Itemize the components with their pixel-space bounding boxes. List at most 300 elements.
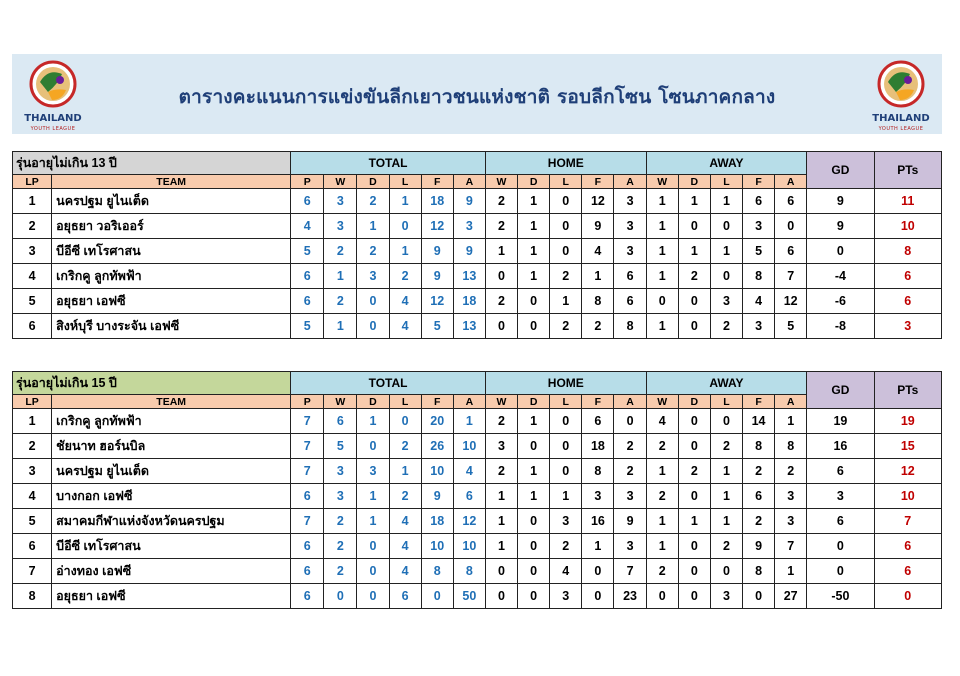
team-name: สมาคมกีฬาแห่งจังหวัดนครปฐม <box>52 509 291 534</box>
af-cell: 3 <box>743 214 775 239</box>
hf-cell: 2 <box>582 314 614 339</box>
hd-cell: 0 <box>518 534 550 559</box>
lp-cell: 6 <box>13 534 52 559</box>
home-a-header: A <box>614 395 646 409</box>
hl-cell: 3 <box>550 509 582 534</box>
hf-cell: 12 <box>582 189 614 214</box>
tp-cell: 4 <box>291 214 324 239</box>
pts-cell: 19 <box>874 409 941 434</box>
table-row <box>13 509 942 534</box>
team-column-header: TEAM <box>52 395 291 409</box>
ta-cell: 13 <box>453 314 485 339</box>
af-cell: 2 <box>743 509 775 534</box>
table-row <box>13 584 942 609</box>
td-cell: 3 <box>357 264 389 289</box>
table-row <box>13 484 942 509</box>
td-cell: 3 <box>357 459 389 484</box>
home-l-header: L <box>550 175 582 189</box>
hf-cell: 18 <box>582 434 614 459</box>
gd-cell: 9 <box>807 214 874 239</box>
ha-cell: 23 <box>614 584 646 609</box>
hw-cell: 2 <box>485 214 517 239</box>
hd-cell: 0 <box>518 434 550 459</box>
gd-cell: 0 <box>807 534 874 559</box>
hw-cell: 1 <box>485 534 517 559</box>
tp-cell: 6 <box>291 484 324 509</box>
ad-cell: 0 <box>678 584 710 609</box>
tp-cell: 6 <box>291 289 324 314</box>
ha-cell: 6 <box>614 264 646 289</box>
al-cell: 1 <box>710 189 742 214</box>
away-l-header: L <box>710 175 742 189</box>
hf-cell: 6 <box>582 409 614 434</box>
hw-cell: 2 <box>485 409 517 434</box>
td-cell: 0 <box>357 314 389 339</box>
aa-cell: 6 <box>775 239 807 264</box>
tl-cell: 4 <box>389 509 421 534</box>
td-cell: 1 <box>357 484 389 509</box>
ad-cell: 0 <box>678 559 710 584</box>
aw-cell: 2 <box>646 559 678 584</box>
aw-cell: 1 <box>646 534 678 559</box>
tl-cell: 1 <box>389 189 421 214</box>
lp-cell: 3 <box>13 459 52 484</box>
table-row <box>13 214 942 239</box>
hd-cell: 0 <box>518 509 550 534</box>
hf-cell: 9 <box>582 214 614 239</box>
tw-cell: 3 <box>324 459 357 484</box>
tl-cell: 6 <box>389 584 421 609</box>
tf-cell: 0 <box>421 584 453 609</box>
tp-cell: 7 <box>291 459 324 484</box>
tf-cell: 9 <box>421 484 453 509</box>
aa-cell: 27 <box>775 584 807 609</box>
away-header: AWAY <box>646 152 807 175</box>
hf-cell: 8 <box>582 459 614 484</box>
pts-cell: 6 <box>874 264 941 289</box>
hl-cell: 1 <box>550 289 582 314</box>
tw-cell: 3 <box>324 214 357 239</box>
tp-cell: 5 <box>291 314 324 339</box>
af-cell: 6 <box>743 484 775 509</box>
hd-cell: 1 <box>518 484 550 509</box>
tf-cell: 9 <box>421 239 453 264</box>
standings-table-u15 <box>12 371 942 609</box>
ad-cell: 0 <box>678 534 710 559</box>
al-cell: 3 <box>710 584 742 609</box>
aa-cell: 5 <box>775 314 807 339</box>
gd-cell: -8 <box>807 314 874 339</box>
ha-cell: 3 <box>614 534 646 559</box>
aw-cell: 1 <box>646 214 678 239</box>
ta-cell: 4 <box>453 459 485 484</box>
hl-cell: 2 <box>550 314 582 339</box>
total-a-header: A <box>453 175 485 189</box>
af-cell: 8 <box>743 434 775 459</box>
tp-cell: 6 <box>291 534 324 559</box>
ha-cell: 3 <box>614 189 646 214</box>
tp-cell: 7 <box>291 509 324 534</box>
pts-cell: 7 <box>874 509 941 534</box>
hf-cell: 1 <box>582 264 614 289</box>
tl-cell: 4 <box>389 314 421 339</box>
total-l-header: L <box>389 395 421 409</box>
ad-cell: 0 <box>678 289 710 314</box>
table-row <box>13 239 942 264</box>
thailand-youth-league-logo <box>866 58 936 130</box>
aa-cell: 6 <box>775 189 807 214</box>
af-cell: 6 <box>743 189 775 214</box>
aa-cell: 12 <box>775 289 807 314</box>
al-cell: 0 <box>710 214 742 239</box>
team-name: บีอีซี เทโรศาสน <box>52 534 291 559</box>
tw-cell: 1 <box>324 264 357 289</box>
hl-cell: 0 <box>550 409 582 434</box>
ad-cell: 1 <box>678 189 710 214</box>
gd-cell: 6 <box>807 459 874 484</box>
af-cell: 5 <box>743 239 775 264</box>
home-d-header: D <box>518 175 550 189</box>
away-w-header: W <box>646 395 678 409</box>
hl-cell: 1 <box>550 484 582 509</box>
tl-cell: 1 <box>389 239 421 264</box>
table-row <box>13 534 942 559</box>
tw-cell: 2 <box>324 559 357 584</box>
af-cell: 4 <box>743 289 775 314</box>
team-name: ชัยนาท ฮอร์นบิล <box>52 434 291 459</box>
hf-cell: 8 <box>582 289 614 314</box>
home-a-header: A <box>614 175 646 189</box>
lp-cell: 8 <box>13 584 52 609</box>
away-a-header: A <box>775 395 807 409</box>
al-cell: 0 <box>710 559 742 584</box>
tw-cell: 1 <box>324 314 357 339</box>
away-f-header: F <box>743 395 775 409</box>
home-f-header: F <box>582 395 614 409</box>
tp-cell: 6 <box>291 264 324 289</box>
team-name: นครปฐม ยูไนเต็ด <box>52 189 291 214</box>
pts-cell: 12 <box>874 459 941 484</box>
tf-cell: 10 <box>421 459 453 484</box>
ha-cell: 3 <box>614 239 646 264</box>
hw-cell: 0 <box>485 314 517 339</box>
hl-cell: 0 <box>550 434 582 459</box>
standings-table-u13 <box>12 151 942 339</box>
td-cell: 2 <box>357 239 389 264</box>
aw-cell: 1 <box>646 264 678 289</box>
aa-cell: 0 <box>775 214 807 239</box>
aw-cell: 2 <box>646 484 678 509</box>
ad-cell: 2 <box>678 459 710 484</box>
pts-cell: 0 <box>874 584 941 609</box>
aa-cell: 8 <box>775 434 807 459</box>
gd-header: GD <box>807 152 874 189</box>
lp-cell: 4 <box>13 484 52 509</box>
hd-cell: 0 <box>518 584 550 609</box>
ha-cell: 2 <box>614 459 646 484</box>
tl-cell: 2 <box>389 434 421 459</box>
hd-cell: 0 <box>518 289 550 314</box>
table-row <box>13 289 942 314</box>
hw-cell: 0 <box>485 559 517 584</box>
hd-cell: 0 <box>518 559 550 584</box>
ta-cell: 9 <box>453 189 485 214</box>
away-w-header: W <box>646 175 678 189</box>
aw-cell: 1 <box>646 509 678 534</box>
total-w-header: W <box>324 395 357 409</box>
gd-cell: -50 <box>807 584 874 609</box>
table-row <box>13 459 942 484</box>
aa-cell: 1 <box>775 409 807 434</box>
pts-cell: 8 <box>874 239 941 264</box>
table-row <box>13 264 942 289</box>
hw-cell: 2 <box>485 289 517 314</box>
pts-cell: 6 <box>874 289 941 314</box>
aa-cell: 1 <box>775 559 807 584</box>
hl-cell: 0 <box>550 189 582 214</box>
lp-cell: 2 <box>13 214 52 239</box>
away-d-header: D <box>678 175 710 189</box>
pts-cell: 6 <box>874 534 941 559</box>
team-name: อยุธยา เอฟซี <box>52 584 291 609</box>
hw-cell: 1 <box>485 484 517 509</box>
af-cell: 14 <box>743 409 775 434</box>
ha-cell: 2 <box>614 434 646 459</box>
lp-cell: 1 <box>13 409 52 434</box>
table-row <box>13 434 942 459</box>
ha-cell: 0 <box>614 409 646 434</box>
tw-cell: 2 <box>324 534 357 559</box>
gd-cell: 0 <box>807 239 874 264</box>
total-a-header: A <box>453 395 485 409</box>
al-cell: 2 <box>710 434 742 459</box>
hw-cell: 1 <box>485 509 517 534</box>
table-row <box>13 314 942 339</box>
pts-header: PTs <box>874 152 941 189</box>
away-a-header: A <box>775 175 807 189</box>
af-cell: 2 <box>743 459 775 484</box>
hf-cell: 4 <box>582 239 614 264</box>
ta-cell: 10 <box>453 434 485 459</box>
af-cell: 0 <box>743 584 775 609</box>
tl-cell: 4 <box>389 289 421 314</box>
hl-cell: 2 <box>550 264 582 289</box>
brand-subtext: YOUTH LEAGUE <box>878 126 924 132</box>
hl-cell: 3 <box>550 584 582 609</box>
ta-cell: 50 <box>453 584 485 609</box>
lp-cell: 5 <box>13 509 52 534</box>
hd-cell: 1 <box>518 409 550 434</box>
ad-cell: 1 <box>678 509 710 534</box>
home-f-header: F <box>582 175 614 189</box>
tl-cell: 2 <box>389 264 421 289</box>
team-name: สิงห์บุรี บางระจัน เอฟซี <box>52 314 291 339</box>
tl-cell: 4 <box>389 534 421 559</box>
tl-cell: 0 <box>389 409 421 434</box>
tp-cell: 6 <box>291 559 324 584</box>
tl-cell: 2 <box>389 484 421 509</box>
aw-cell: 0 <box>646 289 678 314</box>
tw-cell: 5 <box>324 434 357 459</box>
team-column-header: TEAM <box>52 175 291 189</box>
team-name: บีอีซี เทโรศาสน <box>52 239 291 264</box>
ad-cell: 0 <box>678 484 710 509</box>
al-cell: 1 <box>710 484 742 509</box>
aw-cell: 4 <box>646 409 678 434</box>
hw-cell: 3 <box>485 434 517 459</box>
hf-cell: 3 <box>582 484 614 509</box>
hf-cell: 16 <box>582 509 614 534</box>
league-emblem-icon <box>866 58 936 110</box>
tl-cell: 1 <box>389 459 421 484</box>
tw-cell: 2 <box>324 289 357 314</box>
tw-cell: 0 <box>324 584 357 609</box>
lp-cell: 1 <box>13 189 52 214</box>
tp-cell: 6 <box>291 189 324 214</box>
lp-cell: 3 <box>13 239 52 264</box>
ad-cell: 1 <box>678 239 710 264</box>
hw-cell: 2 <box>485 189 517 214</box>
ha-cell: 6 <box>614 289 646 314</box>
home-w-header: W <box>485 395 517 409</box>
lp-cell: 2 <box>13 434 52 459</box>
hl-cell: 2 <box>550 534 582 559</box>
aw-cell: 1 <box>646 189 678 214</box>
al-cell: 2 <box>710 314 742 339</box>
total-f-header: F <box>421 395 453 409</box>
hw-cell: 0 <box>485 584 517 609</box>
page-header <box>12 54 942 134</box>
ta-cell: 9 <box>453 239 485 264</box>
tl-cell: 4 <box>389 559 421 584</box>
ha-cell: 7 <box>614 559 646 584</box>
tf-cell: 18 <box>421 189 453 214</box>
tf-cell: 18 <box>421 509 453 534</box>
tl-cell: 0 <box>389 214 421 239</box>
pts-cell: 3 <box>874 314 941 339</box>
ta-cell: 8 <box>453 559 485 584</box>
gd-cell: 16 <box>807 434 874 459</box>
team-name: นครปฐม ยูไนเต็ด <box>52 459 291 484</box>
hw-cell: 0 <box>485 264 517 289</box>
brand-text: THAILAND <box>872 113 930 124</box>
lp-cell: 5 <box>13 289 52 314</box>
al-cell: 0 <box>710 409 742 434</box>
total-w-header: W <box>324 175 357 189</box>
hw-cell: 1 <box>485 239 517 264</box>
ta-cell: 1 <box>453 409 485 434</box>
brand-subtext: YOUTH LEAGUE <box>30 126 76 132</box>
aa-cell: 7 <box>775 534 807 559</box>
aa-cell: 3 <box>775 509 807 534</box>
tf-cell: 12 <box>421 214 453 239</box>
al-cell: 3 <box>710 289 742 314</box>
al-cell: 1 <box>710 459 742 484</box>
tw-cell: 2 <box>324 509 357 534</box>
al-cell: 2 <box>710 534 742 559</box>
td-cell: 1 <box>357 214 389 239</box>
away-f-header: F <box>743 175 775 189</box>
ta-cell: 10 <box>453 534 485 559</box>
ad-cell: 2 <box>678 264 710 289</box>
af-cell: 3 <box>743 314 775 339</box>
af-cell: 8 <box>743 559 775 584</box>
team-name: เกริกคู ลูกทัพฟ้า <box>52 409 291 434</box>
hl-cell: 0 <box>550 459 582 484</box>
hd-cell: 1 <box>518 239 550 264</box>
tp-cell: 7 <box>291 434 324 459</box>
ha-cell: 9 <box>614 509 646 534</box>
ad-cell: 0 <box>678 409 710 434</box>
al-cell: 0 <box>710 264 742 289</box>
page-title: ตารางคะแนนการแข่งขันลีกเยาวชนแห่งชาติ รอบลีกโซน โซนภาคกลาง <box>178 86 776 108</box>
tp-cell: 7 <box>291 409 324 434</box>
total-f-header: F <box>421 175 453 189</box>
td-cell: 0 <box>357 559 389 584</box>
tf-cell: 20 <box>421 409 453 434</box>
table-row <box>13 409 942 434</box>
ha-cell: 3 <box>614 484 646 509</box>
home-header: HOME <box>485 372 646 395</box>
gd-cell: 19 <box>807 409 874 434</box>
total-l-header: L <box>389 175 421 189</box>
ha-cell: 8 <box>614 314 646 339</box>
hd-cell: 0 <box>518 314 550 339</box>
ta-cell: 12 <box>453 509 485 534</box>
hd-cell: 1 <box>518 264 550 289</box>
tf-cell: 5 <box>421 314 453 339</box>
lp-column-header: LP <box>13 395 52 409</box>
tp-cell: 6 <box>291 584 324 609</box>
home-w-header: W <box>485 175 517 189</box>
gd-cell: -4 <box>807 264 874 289</box>
home-l-header: L <box>550 395 582 409</box>
tp-cell: 5 <box>291 239 324 264</box>
hd-cell: 1 <box>518 459 550 484</box>
td-cell: 0 <box>357 434 389 459</box>
gd-cell: -6 <box>807 289 874 314</box>
hf-cell: 0 <box>582 584 614 609</box>
table-row <box>13 189 942 214</box>
tw-cell: 6 <box>324 409 357 434</box>
td-cell: 2 <box>357 189 389 214</box>
hf-cell: 0 <box>582 559 614 584</box>
lp-column-header: LP <box>13 175 52 189</box>
hd-cell: 1 <box>518 189 550 214</box>
team-name: อยุธยา เอฟซี <box>52 289 291 314</box>
ad-cell: 0 <box>678 434 710 459</box>
td-cell: 1 <box>357 409 389 434</box>
away-l-header: L <box>710 395 742 409</box>
lp-cell: 6 <box>13 314 52 339</box>
ta-cell: 3 <box>453 214 485 239</box>
aa-cell: 7 <box>775 264 807 289</box>
tf-cell: 10 <box>421 534 453 559</box>
ta-cell: 13 <box>453 264 485 289</box>
hl-cell: 0 <box>550 239 582 264</box>
td-cell: 1 <box>357 509 389 534</box>
lp-cell: 7 <box>13 559 52 584</box>
aw-cell: 2 <box>646 434 678 459</box>
home-header: HOME <box>485 152 646 175</box>
age-group-title: รุ่นอายุไม่เกิน 13 ปี <box>13 152 291 175</box>
team-name: อยุธยา วอริเออร์ <box>52 214 291 239</box>
pts-cell: 11 <box>874 189 941 214</box>
ta-cell: 18 <box>453 289 485 314</box>
team-name: เกริกคู ลูกทัพฟ้า <box>52 264 291 289</box>
total-header: TOTAL <box>291 152 486 175</box>
tf-cell: 26 <box>421 434 453 459</box>
